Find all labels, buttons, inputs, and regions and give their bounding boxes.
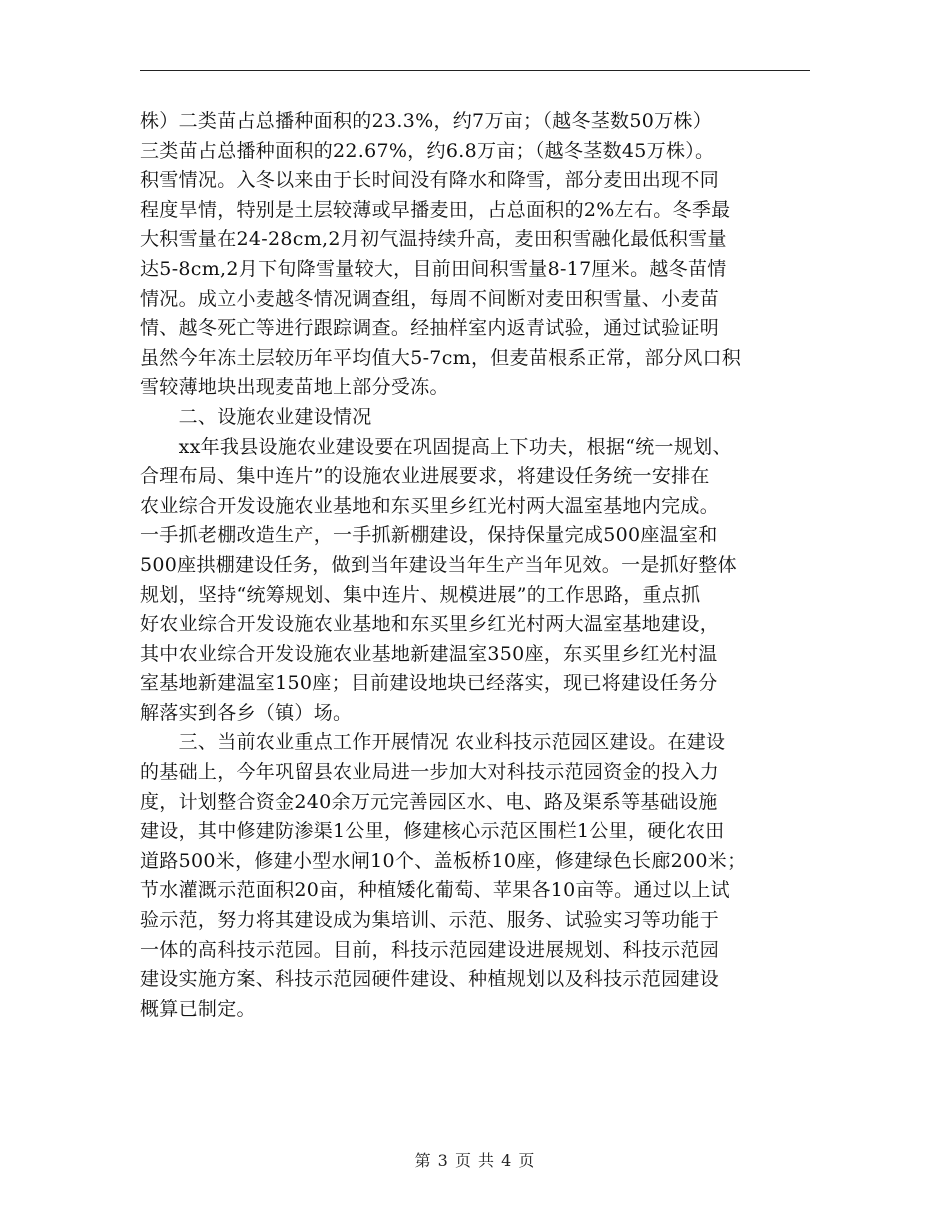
text-line: 株）二类苗占总播种面积的23.3%，约7万亩；（越冬茎数50万株）: [140, 110, 713, 132]
text-line: 雪较薄地块出现麦苗地上部分受冻。: [140, 376, 449, 399]
text-line: 虽然今年冻土层较历年平均值大5-7cm，但麦苗根系正常，部分风口积: [140, 346, 742, 369]
text-line: 室基地新建温室150座；目前建设地块已经落实，现已将建设任务分: [140, 672, 718, 695]
header-rule: [140, 70, 810, 71]
text-line: 500座拱棚建设任务，做到当年建设当年生产当年见效。一是抓好整体: [140, 553, 737, 576]
text-line: 三类苗占总播种面积的22.67%，约6.8万亩；（越冬茎数45万株）。: [140, 139, 715, 162]
text-line: 建设实施方案、科技示范园硬件建设、种植规划以及科技示范园建设: [140, 968, 720, 991]
body-text: [140, 107, 820, 1024]
text-line: 其中农业综合开发设施农业基地新建温室350座，东买里乡红光村温: [140, 642, 718, 665]
text-line: 好农业综合开发设施农业基地和东买里乡红光村两大温室基地建设，: [140, 613, 720, 636]
section-heading: 三、当前农业重点工作开展情况 农业科技示范园区建设。在建设: [140, 731, 726, 754]
section-heading: 二、设施农业建设情况: [140, 405, 372, 428]
text-line: 节水灌溉示范面积20亩，种植矮化葡萄、苹果各10亩等。通过以上试: [140, 879, 730, 902]
text-line: 解落实到各乡（镇）场。: [140, 701, 353, 724]
text-line: 合理布局、集中连片”的设施农业进展要求，将建设任务统一安排在: [140, 465, 710, 488]
text-line: 度，计划整合资金240余万元完善园区水、电、路及渠系等基础设施: [140, 790, 718, 813]
text-line: 大积雪量在24-28cm,2月初气温持续升高，麦田积雪融化最低积雪量: [140, 228, 727, 251]
text-line: 一手抓老棚改造生产，一手抓新棚建设，保持保量完成500座温室和: [140, 524, 718, 547]
text-line: 程度旱情，特别是土层较薄或早播麦田，占总面积的2%左右。冬季最: [140, 198, 731, 221]
text-line: 一体的高科技示范园。目前，科技示范园建设进展规划、科技示范园: [140, 938, 720, 961]
text-line: 情况。成立小麦越冬情况调查组，每周不间断对麦田积雪量、小麦苗: [140, 287, 720, 310]
text-line: 道路500米，修建小型水闸10个、盖板桥10座，修建绿色长廊200米；: [140, 849, 747, 872]
page-number-footer: 第 3 页 共 4 页: [414, 1151, 536, 1170]
text-line: 情、越冬死亡等进行跟踪调查。经抽样室内返青试验，通过试验证明: [140, 317, 720, 340]
text-line: 规划，坚持“统筹规划、集中连片、规模进展”的工作思路，重点抓: [140, 583, 701, 606]
text-line: 达5-8cm,2月下旬降雪量较大，目前田间积雪量8-17厘米。越冬苗情: [140, 257, 727, 280]
text-line: 概算已制定。: [140, 997, 256, 1020]
text-line: 建设，其中修建防渗渠1公里，修建核心示范区围栏1公里，硬化农田: [140, 820, 725, 843]
text-line: xx年我县设施农业建设要在巩固提高上下功夫，根据“统一规划、: [140, 435, 732, 458]
text-line: 农业综合开发设施农业基地和东买里乡红光村两大温室基地内完成。: [140, 494, 720, 517]
text-line: 的基础上，今年巩留县农业局进一步加大对科技示范园资金的投入力: [140, 761, 720, 784]
text-line: 积雪情况。入冬以来由于长时间没有降水和降雪，部分麦田出现不同: [140, 169, 720, 192]
text-line: 验示范，努力将其建设成为集培训、示范、服务、试验实习等功能于: [140, 909, 720, 932]
